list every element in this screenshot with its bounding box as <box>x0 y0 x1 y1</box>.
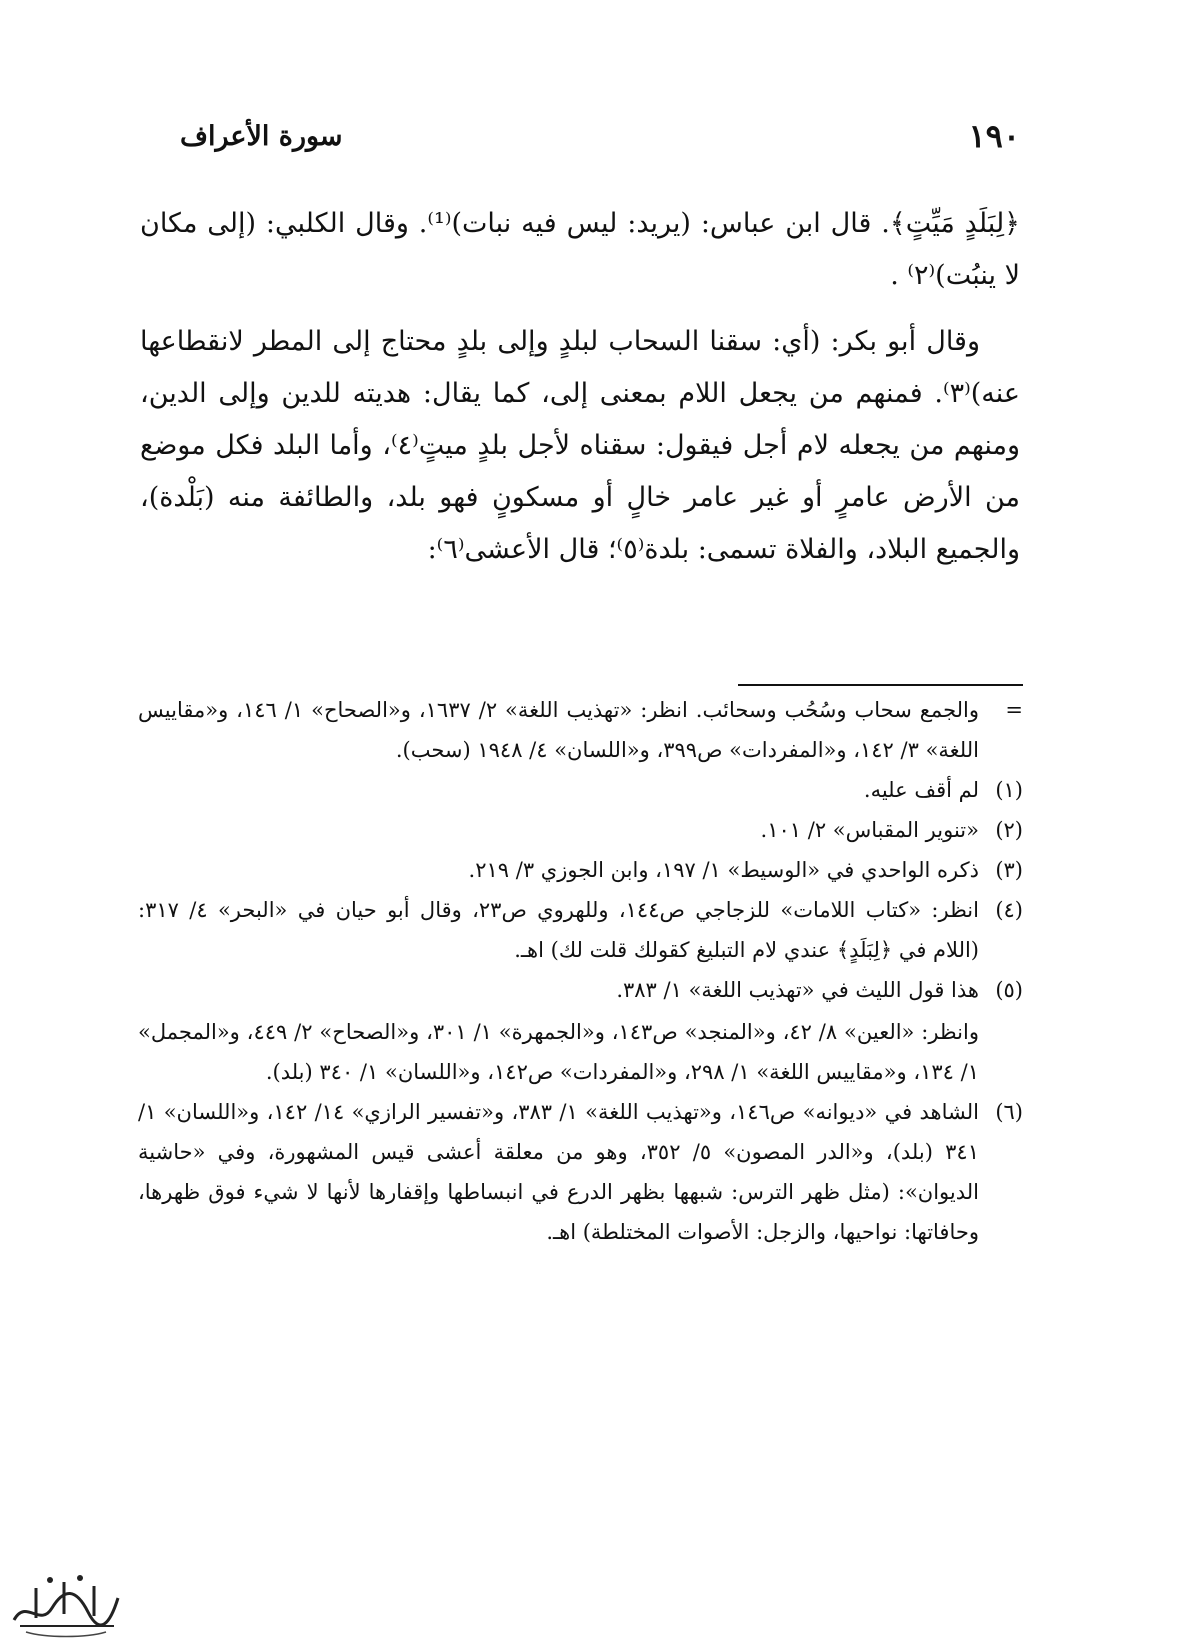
footnote-5 <box>138 970 1023 1092</box>
footnote-marker: (٦) <box>995 1100 1023 1124</box>
footnote-text <box>138 770 979 810</box>
footnote-text <box>138 1092 979 1252</box>
footnote-line: «تنوير المقباس» ٢/ ١٠١. <box>760 818 979 842</box>
footnote-line: هذا قول الليث في «تهذيب اللغة» ١/ ٣٨٣. <box>616 978 979 1002</box>
paragraph-2: وقال أبو بكر: (أي: سقنا السحاب لبلدٍ وإلى بلدٍ محتاج إلى المطر لانقطاعها عنه)⁽٣⁾. فمنهم من يجعل اللام بمعنى إلى، كما يقال: هديته للدين وإلى الدين، ومنهم من يجعله لام أجل فيقول: سقناه لأجل بلدٍ ميتٍ⁽٤⁾، وأما البلد فكل موضع من الأرض عامرٍ أو غير عامر خالٍ أو مسكونٍ فهو بلد، والطائفة منه (بَلْدة)، والجميع البلاد، والفلاة تسمى: بلدة⁽٥⁾؛ قال الأعشى⁽٦⁾: <box>140 326 1020 565</box>
footnote-line: ذكره الواحدي في «الوسيط» ١/ ١٩٧، وابن الجوزي ٣/ ٢١٩. <box>468 858 979 882</box>
footnote-marker: (٣) <box>995 858 1023 882</box>
footnote-marker: (٢) <box>995 818 1023 842</box>
footnote-text <box>138 690 979 770</box>
footnote-1 <box>138 770 1023 810</box>
footnote-marker: (١) <box>995 778 1023 802</box>
footnote-text <box>138 970 979 1092</box>
footnote-text <box>138 810 979 850</box>
footnote-4 <box>138 890 1023 970</box>
page-header <box>180 112 1020 160</box>
footnote-text <box>138 850 979 890</box>
footnote-3 <box>138 850 1023 890</box>
surah-title: سورة الأعراف <box>180 120 343 152</box>
footnotes <box>138 690 1023 1252</box>
footnote-2 <box>138 810 1023 850</box>
footnote-marker: = <box>1005 698 1023 722</box>
footnote-line: الشاهد في «ديوانه» ص١٤٦، و«تهذيب اللغة» ١/ ٣٨٣، و«تفسير الرازي» ١٤/ ١٤٢، و«اللسان» ١/ ٣٤١ (بلد)، و«الدر المصون» ٥/ ٣٥٢، وهو من معلقة أعشى قيس المشهورة، وفي «حاشية الديوان»: (مثل ظهر الترس: شبهها بظهر الدرع في انبساطها وإقفارها لأنها لا شيء فوق ظهرها، وحافاتها: نواحيها، والزجل: الأصوات المختلطة) اهـ. <box>138 1100 979 1244</box>
footnote-marker: (٤) <box>995 898 1023 922</box>
footnote-line: انظر: «كتاب اللامات» للزجاجي ص١٤٤، وللهروي ص٢٣، وقال أبو حيان في «البحر» ٤/ ٣١٧: (اللام في ﴿لِبَلَدٍ﴾ عندي لام التبليغ كقولك قلت لك) اهـ. <box>138 898 979 962</box>
footnote-line: لم أقف عليه. <box>863 778 979 802</box>
footnote-continuation <box>138 690 1023 770</box>
paragraph-1: ﴿لِبَلَدٍ مَيِّتٍ﴾. قال ابن عباس: (يريد: ليس فيه نبات)⁽¹⁾. وقال الكلبي: (إلى مكان لا ينبُت)⁽٢⁾ . <box>140 208 1020 291</box>
calligraphy-stamp-icon <box>6 1568 124 1638</box>
footnote-line: والجمع سحاب وسُحُب وسحائب. انظر: «تهذيب اللغة» ٢/ ١٦٣٧، و«الصحاح» ١/ ١٤٦، و«مقاييس اللغة» ٣/ ١٤٢، و«المفردات» ص٣٩٩، و«اللسان» ٤/ ١٩٤٨ (سحب). <box>138 698 979 762</box>
footnote-6 <box>138 1092 1023 1252</box>
main-text <box>140 198 1020 590</box>
footnote-line: وانظر: «العين» ٨/ ٤٢، و«المنجد» ص١٤٣، و«الجمهرة» ١/ ٣٠١، و«الصحاح» ٢/ ٤٤٩، و«المجمل» ١/ ١٣٤، و«مقاييس اللغة» ١/ ٢٩٨، و«المفردات» ص١٤٢، و«اللسان» ١/ ٣٤٠ (بلد). <box>138 1020 979 1084</box>
footnote-text <box>138 890 979 970</box>
page-number: ١٩٠ <box>968 117 1020 155</box>
footnote-marker: (٥) <box>995 978 1023 1002</box>
footnote-separator <box>738 684 1023 686</box>
